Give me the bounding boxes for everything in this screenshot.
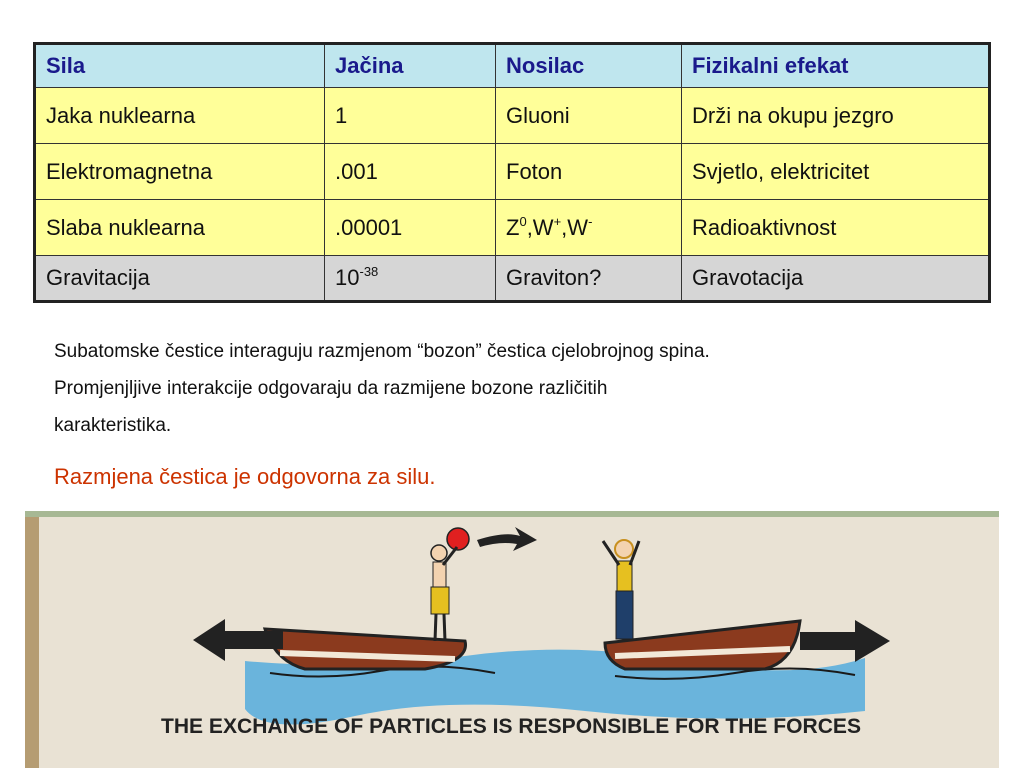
w-plus-boson: ,W xyxy=(526,214,554,240)
w-plus-charge: + xyxy=(553,213,562,229)
table-header-row xyxy=(35,44,990,88)
table-row xyxy=(35,200,990,256)
z-boson: Z xyxy=(506,214,520,240)
table-row xyxy=(35,88,990,144)
forces-table xyxy=(33,42,991,303)
left-figure-leg xyxy=(435,614,436,641)
cell-nosilac: Graviton? xyxy=(496,256,682,302)
header-sila: Sila xyxy=(35,44,325,88)
ball xyxy=(447,528,469,550)
boat-exchange-illustration xyxy=(25,511,999,768)
power-base: 10 xyxy=(335,265,360,290)
cell-jacina xyxy=(325,256,496,302)
paragraph-line: Promjenjljive interakcije odgovaraju da razmijene bozone različitih xyxy=(54,378,608,399)
right-figure-shirt xyxy=(617,561,632,591)
left-figure-skirt xyxy=(431,587,449,614)
left-figure-leg xyxy=(444,614,445,641)
z-boson-charge: 0 xyxy=(519,213,527,229)
cell-nosilac xyxy=(496,200,682,256)
header-nosilac: Nosilac xyxy=(496,44,682,88)
cell-nosilac: Gluoni xyxy=(496,88,682,144)
header-jacina: Jačina xyxy=(325,44,496,88)
photo-left-shadow xyxy=(25,511,39,768)
table-row xyxy=(35,144,990,200)
table-row xyxy=(35,256,990,302)
w-minus-boson: ,W xyxy=(561,214,589,240)
highlight-sentence: Razmjena čestica je odgovorna za silu. xyxy=(54,464,436,489)
right-figure-legs xyxy=(616,591,633,639)
power-exponent: -38 xyxy=(359,264,379,279)
paragraph-line: Subatomske čestice interaguju razmjenom “bozon” čestica cjelobrojnog spina. xyxy=(54,341,710,362)
cell-sila: Slaba nuklearna xyxy=(35,200,325,256)
cell-efekat: Drži na okupu jezgro xyxy=(682,88,990,144)
left-figure-head xyxy=(431,545,447,561)
cell-jacina: 1 xyxy=(325,88,496,144)
cell-jacina: .001 xyxy=(325,144,496,200)
cell-jacina: .00001 xyxy=(325,200,496,256)
illustration-caption: THE EXCHANGE OF PARTICLES IS RESPONSIBLE FOR THE FORCES xyxy=(161,715,861,738)
header-efekat: Fizikalni efekat xyxy=(682,44,990,88)
cell-nosilac: Foton xyxy=(496,144,682,200)
right-figure-head xyxy=(615,540,633,558)
cell-sila: Gravitacija xyxy=(35,256,325,302)
cell-sila: Jaka nuklearna xyxy=(35,88,325,144)
cell-sila: Elektromagnetna xyxy=(35,144,325,200)
paragraph-line: karakteristika. xyxy=(54,415,172,436)
explanation-paragraph xyxy=(54,333,974,444)
photo-top-edge xyxy=(25,511,999,517)
cell-efekat: Gravotacija xyxy=(682,256,990,302)
w-minus-charge: - xyxy=(588,213,593,229)
cell-efekat: Svjetlo, elektricitet xyxy=(682,144,990,200)
cell-efekat: Radioaktivnost xyxy=(682,200,990,256)
